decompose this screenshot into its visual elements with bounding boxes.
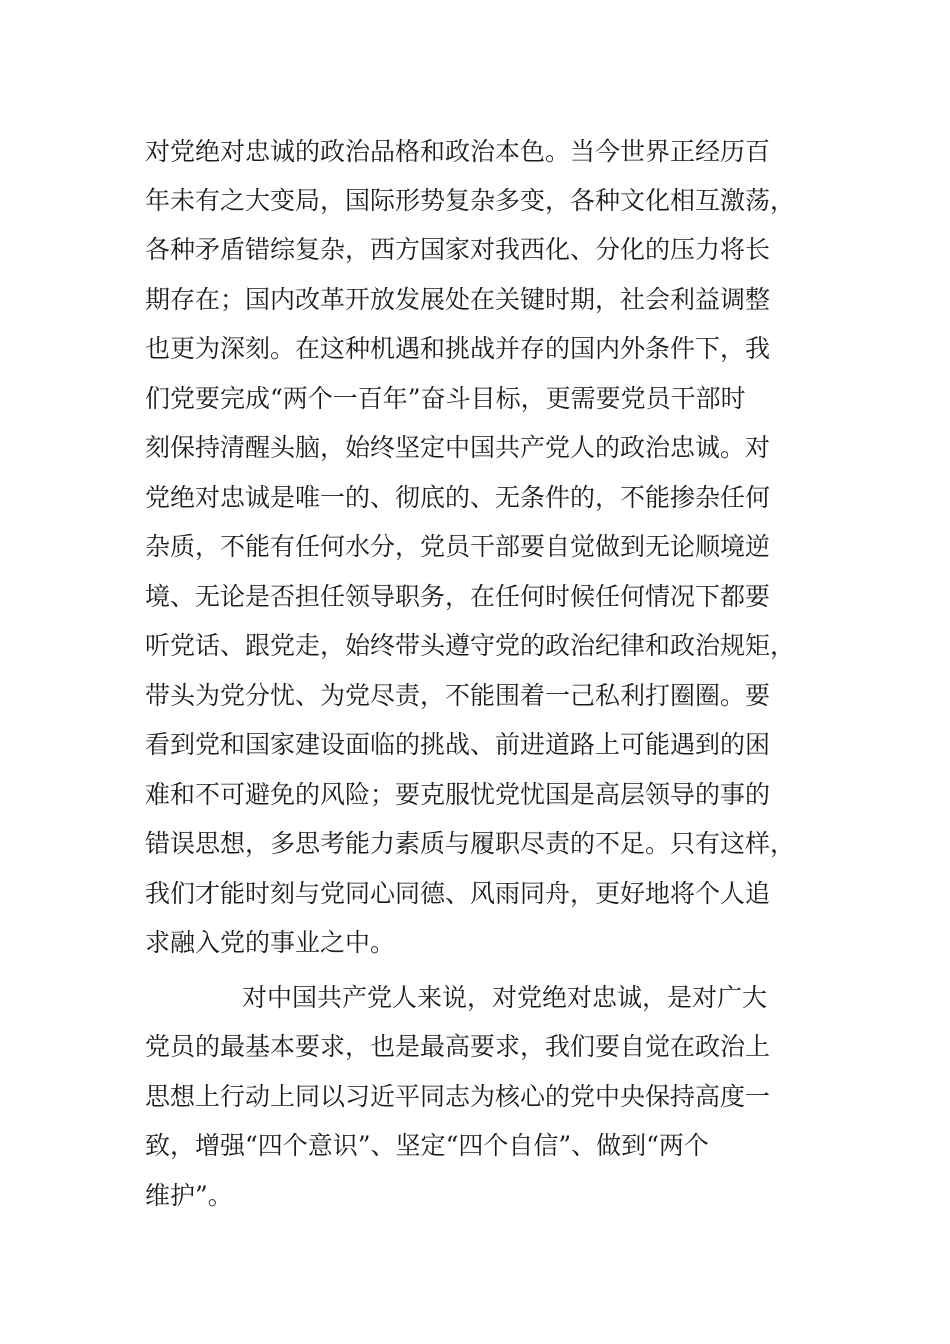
paragraph-line: 期存在；国内改革开放发展处在关键时期，社会利益调整: [145, 285, 771, 314]
paragraph-line: 杂质，不能有任何水分，党员干部要自觉做到无论顺境逆: [145, 532, 771, 561]
paragraph-line: 致，增强“四个意识”、坚定“四个自信”、做到“两个: [145, 1131, 709, 1160]
paragraph-line: 党绝对忠诚是唯一的、彻底的、无条件的，不能掺杂任何: [145, 483, 771, 512]
paragraph-line: 境、无论是否担任领导职务，在任何时候任何情况下都要: [145, 582, 771, 611]
paragraph-line: 对中国共产党人来说，对党绝对忠诚，是对广大: [242, 983, 768, 1012]
paragraph-line: 各种矛盾错综复杂，西方国家对我西化、分化的压力将长: [145, 235, 771, 264]
paragraph-line: 求融入党的事业之中。: [145, 928, 396, 957]
paragraph-line: 维护”。: [145, 1181, 233, 1210]
paragraph-line: 年未有之大变局，国际形势复杂多变，各种文化相互激荡，: [145, 186, 796, 215]
paragraph-line: 对党绝对忠诚的政治品格和政治本色。当今世界正经历百: [145, 137, 771, 166]
paragraph-line: 党员的最基本要求，也是最高要求，我们要自觉在政治上: [145, 1032, 771, 1061]
paragraph-line: 带头为党分忧、为党尽责，不能围着一己私利打圈圈。要: [145, 681, 771, 710]
paragraph-line: 看到党和国家建设面临的挑战、前进道路上可能遇到的困: [145, 730, 771, 759]
paragraph-line: 错误思想，多思考能力素质与履职尽责的不足。只有这样，: [145, 829, 796, 858]
paragraph-line: 我们才能时刻与党同心同德、风雨同舟，更好地将个人追: [145, 879, 771, 908]
paragraph-line: 难和不可避免的风险；要克服忧党忧国是高层领导的事的: [145, 780, 771, 809]
paragraph-line: 刻保持清醒头脑，始终坚定中国共产党人的政治忠诚。对: [145, 433, 771, 462]
paragraph-line: 思想上行动上同以习近平同志为核心的党中央保持高度一: [145, 1082, 771, 1111]
paragraph-line: 们党要完成“两个一百年”奋斗目标，更需要党员干部时: [145, 384, 746, 413]
paragraph-line: 听党话、跟党走，始终带头遵守党的政治纪律和政治规矩，: [145, 631, 796, 660]
paragraph-line: 也更为深刻。在这种机遇和挑战并存的国内外条件下，我: [145, 334, 771, 363]
